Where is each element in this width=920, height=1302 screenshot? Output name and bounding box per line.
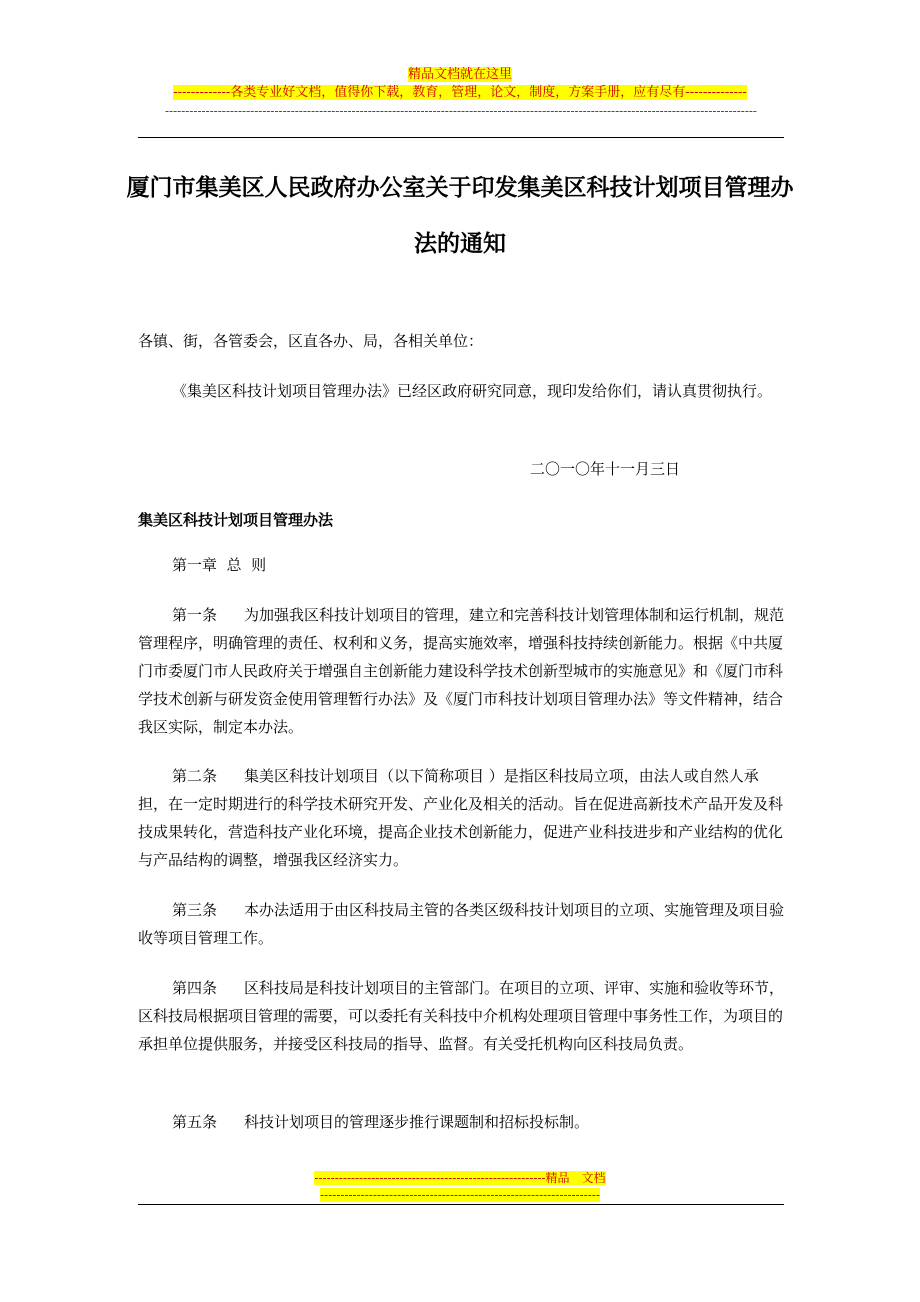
article-label: 第一条 bbox=[172, 606, 218, 624]
footer-line-2 bbox=[0, 1187, 920, 1203]
footer-rule bbox=[138, 1204, 784, 1205]
header-sub-text: -------------各类专业好文档，值得你下载，教育，管理，论文，制度，方案手册，应有尽有-------------- bbox=[173, 85, 747, 100]
header-banner-top bbox=[0, 66, 920, 83]
footer-line-2-text: --------------------------------------------------------------------- bbox=[320, 1188, 600, 1202]
intro-paragraph: 《集美区科技计划项目管理办法》已经区政府研究同意，现印发给你们，请认真贯彻执行。 bbox=[172, 382, 773, 400]
salutation: 各镇、街，各管委会，区直各办、局，各相关单位： bbox=[138, 332, 484, 350]
article-5 bbox=[138, 1108, 784, 1136]
article-text: 科技计划项目的管理逐步推行课题制和招标投标制。 bbox=[244, 1113, 590, 1131]
article-4 bbox=[138, 974, 784, 1058]
article-1 bbox=[138, 601, 784, 741]
article-2 bbox=[138, 762, 784, 874]
article-text: 本办法适用于由区科技局主管的各类区级科技计划项目的立项、实施管理及项目验收等项目管理工作。 bbox=[138, 901, 785, 947]
article-label: 第四条 bbox=[172, 979, 218, 997]
article-3 bbox=[138, 896, 784, 952]
issue-date: 二〇一〇年十一月三日 bbox=[530, 460, 681, 478]
header-rule bbox=[138, 137, 784, 138]
chapter-heading: 第一章 总 则 bbox=[172, 556, 267, 574]
header-dash-line: -------------------------------------------------------------------------------------------------------------------------------------------------- bbox=[165, 104, 757, 118]
article-label: 第三条 bbox=[172, 901, 218, 919]
page-title: 厦门市集美区人民政府办公室关于印发集美区科技计划项目管理办法的通知 bbox=[126, 175, 794, 257]
footer-line-1 bbox=[0, 1170, 920, 1186]
article-label: 第五条 bbox=[172, 1113, 218, 1131]
header-top-text: 精品文档就在这里 bbox=[407, 67, 512, 82]
article-text: 区科技局是科技计划项目的主管部门。在项目的立项、评审、实施和验收等环节，区科技局根据项目管理的需要，可以委托有关科技中介机构处理项目管理中事务性工作，为项目的承担单位提供服务，并接受区科技局的指导、监督。有关受托机构向区科技局负责。 bbox=[138, 979, 785, 1053]
article-text: 集美区科技计划项目（以下简称项目 ）是指区科技局立项，由法人或自然人承担，在一定时期进行的科学技术研究开发、产业化及相关的活动。旨在促进高新技术产品开发及科技成果转化，营造科技产业化环境，提高企业技术创新能力，促进产业科技进步和产业结构的优化与产品结构的调整，增强我区经济实力。 bbox=[138, 767, 784, 869]
document-title: 集美区科技计划项目管理办法 bbox=[138, 511, 334, 529]
header-banner-sub bbox=[0, 84, 920, 101]
footer-line-1-text: ---------------------------------------------------------精品 文档 bbox=[314, 1171, 606, 1185]
article-text: 为加强我区科技计划项目的管理，建立和完善科技计划管理体制和运行机制，规范管理程序，明确管理的责任、权利和义务，提高实施效率，增强科技持续创新能力。根据《中共厦门市委厦门市人民政府关于增强自主创新能力建设科学技术创新型城市的实施意见》和《厦门市科学技术创新与研发资金使用管理暂行办法》及《厦门市科技计划项目管理办法》等文件精神，结合我区实际，制定本办法。 bbox=[138, 606, 785, 736]
article-label: 第二条 bbox=[172, 767, 218, 785]
